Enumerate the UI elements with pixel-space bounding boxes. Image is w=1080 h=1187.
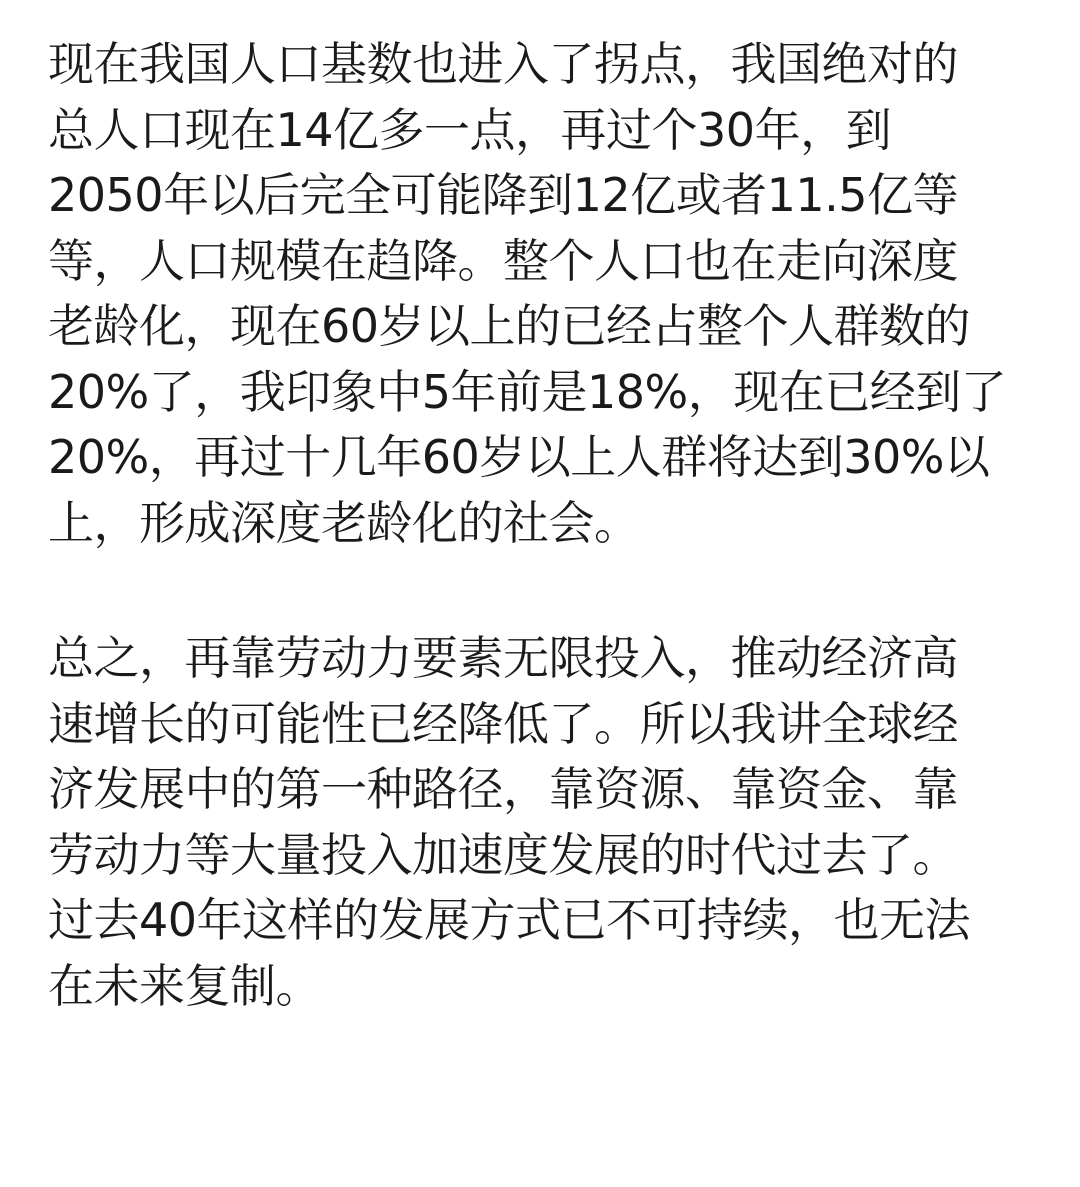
- text-line: 速增长的可能性已经降低了。所以我讲全球经: [48, 696, 958, 751]
- text-line: 劳动力等大量投入加速度发展的时代过去了。: [48, 827, 958, 882]
- text-line: 总人口现在14亿多一点，再过个30年，到: [48, 102, 892, 157]
- paragraph-spacer: [48, 556, 1038, 626]
- text-line: 20%了，我印象中5年前是18%，现在已经到了: [48, 364, 1007, 419]
- text-line: 2050年以后完全可能降到12亿或者11.5亿等: [48, 168, 959, 222]
- text-line: 20%，再过十几年60岁以上人群将达到30%以: [48, 430, 990, 484]
- paragraph-conclusion: [48, 626, 1038, 1019]
- text-line: 等，人口规模在趋降。整个人口也在走向深度: [48, 233, 958, 288]
- text-line: 老龄化，现在60岁以上的已经占整个人群数的: [48, 299, 971, 353]
- text-line: 现在我国人口基数也进入了拐点，我国绝对的: [48, 37, 958, 91]
- text-line: 在未来复制。: [48, 958, 321, 1013]
- text-line: 总之，再靠劳动力要素无限投入，推动经济高: [48, 631, 958, 685]
- paragraph-population: [48, 32, 1038, 556]
- text-line: 济发展中的第一种路径，靠资源、靠资金、靠: [48, 762, 958, 816]
- article-body: [48, 32, 1038, 1019]
- text-line: 上，形成深度老龄化的社会。: [48, 495, 640, 550]
- text-line: 过去40年这样的发展方式已不可持续，也无法: [48, 893, 971, 947]
